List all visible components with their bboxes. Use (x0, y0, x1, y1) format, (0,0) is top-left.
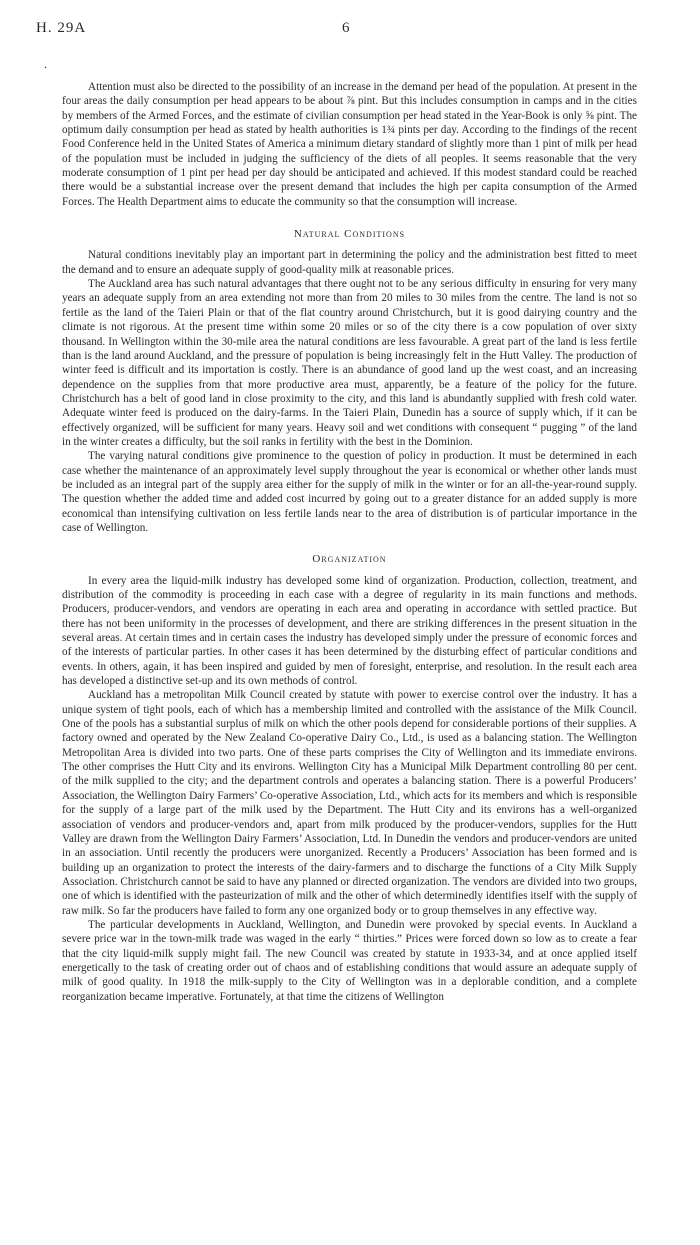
page-header (36, 20, 660, 71)
margin-mark: . (44, 57, 47, 71)
natural-conditions-paragraph-2: The Auckland area has such natural advantages that there ought not to be any serious difficulty in ensuring for very many years an adequate supply from an area extending not more than from 20 miles to 30 miles from the centre. The land is not so fertile as the land of the Taieri Plain or that of the flat country around Christchurch, but it is good dairying country and the climate is not rigorous. At the present time within some 20 miles or so of the city there is a cow population of over sixty thousand. In Wellington within the 30-mile area the natural conditions are less favourable. A great part of the land is less fertile than is the land around Auckland, and the pressure of population is being increasingly felt in the Hutt Valley. The production of winter feed is difficult and its importation is costly. There is an abundance of good land up the west coast, and an increasing dependence on the supplies from that more productive area must, apparently, be a feature of the policy for the future. Christchurch has a belt of good land in close proximity to the city, and this land is abundantly supplied with fresh cold water. Adequate winter feed is produced on the dairy-farms. In the Taieri Plain, Dunedin has a source of supply which, if it can be effectively organized, will be sufficient for many years. Heavy soil and wet conditions with consequent “ pugging ” of the land in the winter creates a difficulty, but the soil ranks in fertility with the best in the Dominion. (62, 278, 637, 448)
intro-paragraph-1: Attention must also be directed to the possibility of an increase in the demand per head of the population. At present in the four areas the daily consumption per head appears to be about ⅞ pint. But this includes consumption in camps and in the cities by members of the Armed Forces, and the estimate of civilian consumption per head stated in the Year-Book is only ⅝ pint. The optimum daily consumption per head as stated by health authorities is 1¾ pints per day. According to the findings of the recent Food Conference held in the United States of America a minimum dietary standard of slightly more than 1 pint of milk per head of the population must be included in judging the sufficiency of the diets of all peoples. It seems reasonable that the very moderate consumption of 1 pint per head per day should be anticipated and achieved. If this modest standard could be reached there would be a substantial increase over the present demand that includes the high per capita consumption of the Armed Forces. The Health Department aims to educate the community so that the consumption will increase. (62, 81, 637, 208)
document-reference: H. 29A (36, 20, 87, 36)
natural-conditions-paragraph-1: Natural conditions inevitably play an important part in determining the policy and the administration best fitted to meet the demand and to ensure an adequate supply of good-quality milk at reasonable prices. (62, 249, 637, 276)
organization-paragraph-1: In every area the liquid-milk industry has developed some kind of organization. Production, collection, treatment, and distribution of the commodity is proceeding in each case with a degree of regularity in its main functions and methods. Producers, producer-vendors, and vendors are operating in each area and operating in accordance with settled practice. But there has not been uniformity in the processes of development, and there are striking differences in the present situation in the several areas. At certain times and in certain cases the industry has developed simply under the pressure of economic forces and of the interests of particular parties. In other cases it has been determined by the disturbing effect of particular conditions and events. In others, again, it has been inspired and guided by men of foresight, enterprise, and resolution. In the result each area has developed a distinctive set-up and its own methods of control. (62, 574, 637, 688)
section-heading-organization: Organization (312, 553, 387, 566)
natural-conditions-paragraph-3: The varying natural conditions give prominence to the question of policy in production. It must be determined in each case whether the maintenance of an approximately level supply throughout the year is economical or whether other lands must be included as an integral part of the supply area either for the supply of milk in the winter or for an all-the-year-round supply. The question whether the added time and added cost incurred by going out to a greater distance for an added supply is more economical than intensifying cultivation on less fertile lands near to the area of distribution is of particular importance in the case of Wellington. (62, 450, 637, 534)
organization-paragraph-3: The particular developments in Auckland, Wellington, and Dunedin were provoked by special events. In Auckland a severe price war in the town-milk trade was waged in the early “ thirties.” Prices were forced down so low as to create a fear that the city liquid-milk supply might fail. The new Council was created by statute in 1933-34, and at once applied itself energetically to the task of creating order out of chaos and of establishing conditions that would assure an adequate supply of milk of good quality. In 1918 the milk-supply to the City of Wellington was in a deplorable condition, and a complete reorganization became imperative. Fortunately, at that time the citizens of Wellington (62, 918, 637, 1003)
section-heading-natural-conditions: Natural Conditions (293, 228, 406, 241)
page-number: 6 (342, 20, 350, 36)
document-body (62, 80, 637, 1004)
organization-paragraph-2: Auckland has a metropolitan Milk Council created by statute with power to exercise control over the industry. It has a unique system of tight pools, each of which has a membership limited and controlled with the assistance of the Milk Council. One of the pools has a substantial surplus of milk on which the other pools depend for considerable portions of their supplies. A factory owned and operated by the New Zealand Co-operative Dairy Co., Ltd., is used as a balancing station. The Wellington Metropolitan Area is divided into two parts. One of these parts comprises the City of Wellington and its immediate environs. The other comprises the Hutt City and its environs. Wellington City has a Municipal Milk Department controlling 80 per cent. of the milk supplied to the city; and the department controls and operates a balancing station. There is a powerful Producers’ Association, the Wellington Dairy Farmers’ Co-operative Association, Ltd., which acts for its members and which is responsible for the supply of a large part of the milk used by the Department. The Hutt City and its environs has a well-organized association of vendors and producer-vendors and, apart from milk produced by the producer-vendors, supplies for the Hutt Valley are drawn from the Wellington Dairy Farmers’ Association, Ltd. In Dunedin the vendors and producer-vendors are united in an association. Until recently the producers were unorganized. Recently a Producers’ Association has been formed and is building up an organization to protect the interests of the dairy-farmers and to discharge the functions of a City Milk Supply Association. Christchurch cannot be said to have any planned or directed organization. The vendors are divided into two groups, one of which is identified with the pasteurization of milk and the other of which determinedly identifies itself with the supply of raw milk. So far the producers have failed to form any one organized body or to group themselves in any effective way. (62, 689, 637, 917)
